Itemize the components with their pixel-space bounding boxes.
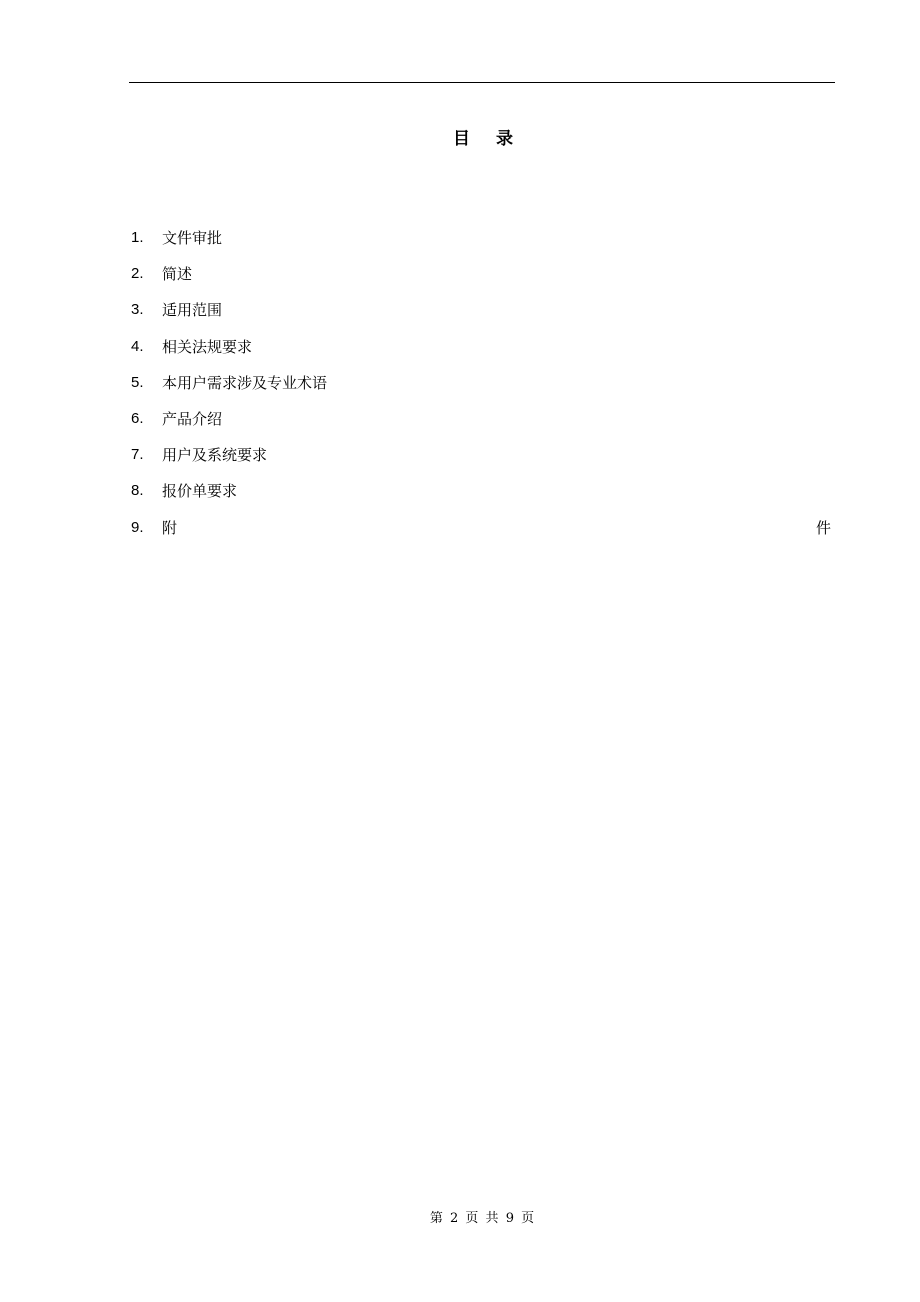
toc-item-label: 适用范围 [162,301,223,320]
toc-item-number: 7. [131,446,144,464]
header-rule [129,82,835,83]
toc-title [0,124,920,149]
page-footer: 第 2 页 共 9 页 [429,1211,535,1226]
toc-item-label: 文件审批 [162,229,223,247]
toc-item[interactable] [131,300,832,336]
toc-item-label: 附 [162,518,178,537]
toc-item[interactable] [131,337,832,373]
toc-item-number: 1. [131,229,144,246]
toc-item-label: 本用户需求涉及专业术语 [162,373,328,392]
toc-item-label: 报价单要求 [162,482,238,501]
toc-item-label: 相关法规要求 [162,337,253,356]
toc-item[interactable] [131,373,832,409]
toc-item[interactable] [131,264,832,300]
toc-item-label-end: 件 [815,518,831,537]
toc-item-number: 4. [131,337,144,355]
toc-item-number: 2. [131,265,144,283]
toc-item-label: 产品介绍 [162,409,223,428]
toc-item-number: 3. [131,301,144,319]
toc-item[interactable] [131,518,832,554]
toc-item[interactable] [131,409,832,445]
toc-item[interactable] [131,445,832,481]
toc-item-label: 用户及系统要求 [162,446,268,465]
toc-item[interactable] [131,228,832,264]
toc-title-char-2: 录 [496,129,513,149]
toc-item[interactable] [131,481,832,517]
toc-item-number: 9. [131,518,144,536]
toc-list [131,228,832,554]
toc-item-number: 6. [131,409,144,427]
toc-item-number: 8. [131,482,144,500]
toc-title-char-1: 目 [453,129,470,149]
toc-item-label: 简述 [162,265,193,284]
toc-item-number: 5. [131,373,144,391]
